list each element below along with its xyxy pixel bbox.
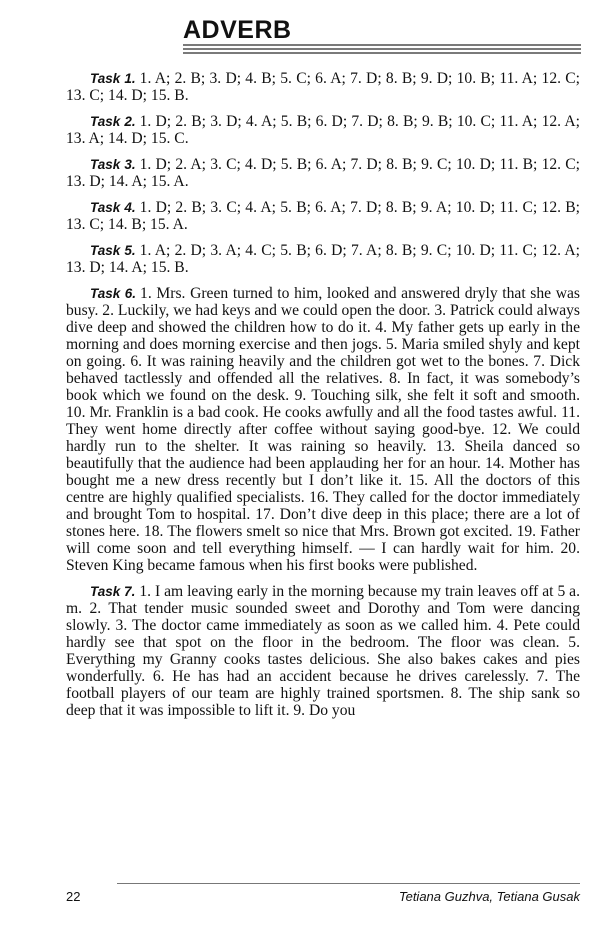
task-5-label: Task 5. <box>90 243 136 258</box>
task-4-label: Task 4. <box>90 200 136 215</box>
task-4-paragraph <box>66 199 580 233</box>
task-7-paragraph <box>66 583 580 719</box>
task-2-label: Task 2. <box>90 114 136 129</box>
task-6-label: Task 6. <box>90 286 137 301</box>
task-2-answers: 1. D; 2. B; 3. D; 4. A; 5. B; 6. D; 7. D; 8. B; 9. B; 10. C; 11. A; 12. A; 13. A; 14. D; 15. C. <box>66 113 581 147</box>
page-number: 22 <box>66 889 81 904</box>
task-3-label: Task 3. <box>90 157 136 172</box>
task-3-answers: 1. D; 2. A; 3. C; 4. D; 5. B; 6. A; 7. D; 8. B; 9. C; 10. D; 11. B; 12. C; 13. D; 14. A; 15. A. <box>66 156 581 190</box>
task-1-paragraph <box>66 70 580 104</box>
task-4-answers: 1. D; 2. B; 3. C; 4. A; 5. B; 6. A; 7. D; 8. B; 9. A; 10. D; 11. C; 12. B; 13. C; 14. B; 15. A. <box>66 199 581 233</box>
footer-rule <box>117 883 580 884</box>
footer-authors: Tetiana Guzhva, Tetiana Gusak <box>398 889 580 904</box>
answer-content <box>66 70 580 728</box>
task-5-paragraph <box>66 242 580 276</box>
task-5-answers: 1. A; 2. D; 3. A; 4. C; 5. B; 6. D; 7. A; 8. B; 9. C; 10. D; 11. C; 12. A; 13. D; 14. A; 15. B. <box>66 242 581 276</box>
task-3-paragraph <box>66 156 580 190</box>
task-1-answers: 1. A; 2. B; 3. D; 4. B; 5. C; 6. A; 7. D; 8. B; 9. D; 10. B; 11. A; 12. C; 13. C; 14. D; 15. B. <box>66 70 581 104</box>
task-2-paragraph <box>66 113 580 147</box>
task-6-answers: 1. Mrs. Green turned to him, looked and answered dryly that she was busy. 2. Luckily, we had keys and we could open the door. 3. Patrick could always dive deep and showed the children how to do it. 4. My father gets up early in the morning and does morning exercise and then jogs. 5. Maria smiled shyly and kept on going. 6. It was raining heavily and the children got wet to the bones. 7. Dick behaved tactlessly and offended all the relatives. 8. In fact, it was somebody’s book which we found on the desk. 9. Touching silk, she felt it soft and smooth. 10. Mr. Franklin is a bad cook. He cooks awfully and all the food tastes awful. 11. They went home directly after coffee without saying good-bye. 12. We could hardly run to the shelter. It was raining so heavily. 13. Sheila danced so beautifully that the audience had been applauding her for an hour. 14. Mother has bought me a new dress recently but I don’t like it. 15. All the doctors of this centre are highly qualified specialists. 16. They called for the doctor immediately and brought Tom to hospital. 17. Don’t dive deep in this place; there are a lot of stones here. 18. The flowers smelt so nice that Mrs. Brown got excited. 19. Father will come soon and tell everything himself. — I can hardly wait for him. 20. Steven King became famous when his first books were published. <box>66 285 580 574</box>
task-1-label: Task 1. <box>90 71 136 86</box>
header <box>183 16 292 44</box>
header-rule <box>183 44 581 56</box>
page-title: ADVERB <box>183 16 292 44</box>
task-7-answers: 1. I am leaving early in the morning because my train leaves off at 5 a. m. 2. That tender music sounded sweet and Dorothy and Tom were dancing slowly. 3. The doctor came immediately as soon as we called him. 4. Pete could hardly see that spot on the floor in the bedroom. The floor was clean. 5. Everything my Granny cooks tastes delicious. She also bakes cakes and pies wonderfully. 6. He has had an accident because he drives carelessly. 7. The football players of our team are highly trained sportsmen. 8. The ship sank so deep that it was impossible to lift it. 9. Do you <box>66 583 580 719</box>
task-6-paragraph <box>66 285 580 574</box>
task-7-label: Task 7. <box>90 584 136 599</box>
